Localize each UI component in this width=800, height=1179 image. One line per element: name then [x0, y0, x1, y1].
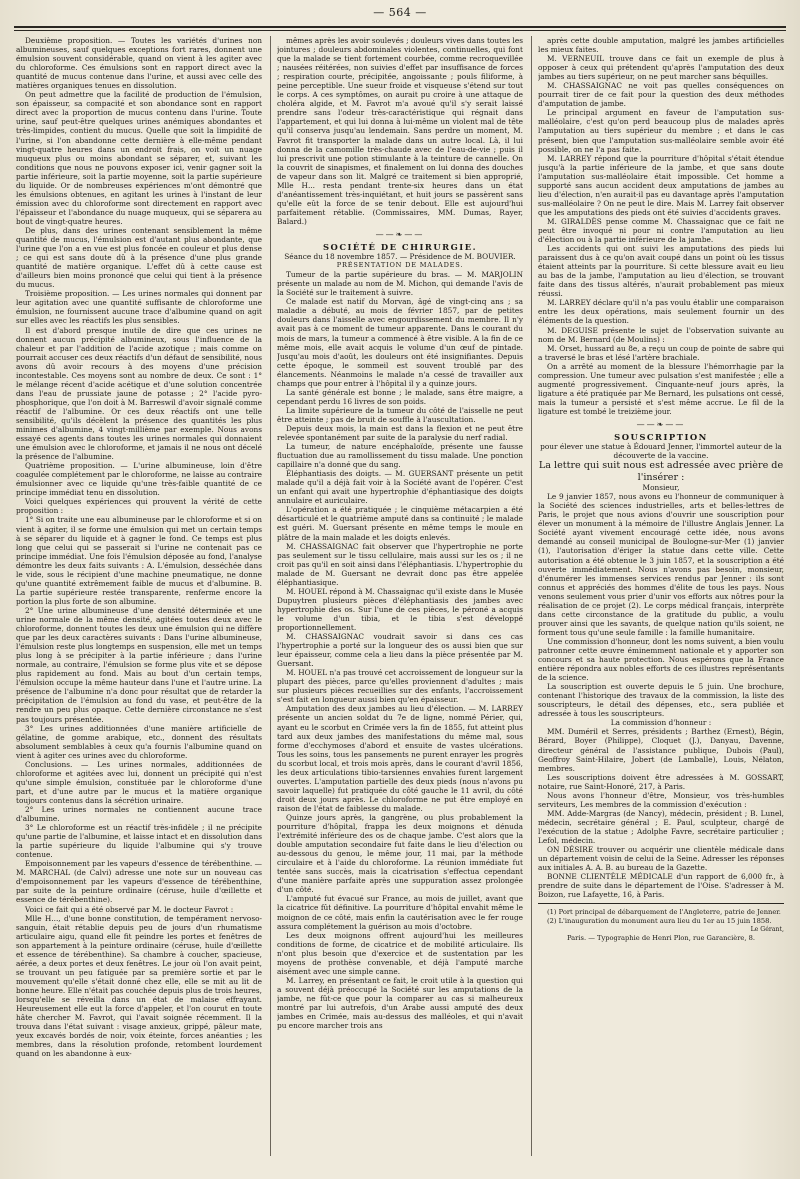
column-divider: [531, 36, 532, 1156]
column-1: [16, 36, 262, 1156]
imprint-line: Paris. — Typographie de Henri Plon, rue Garancière, 8.: [566, 933, 756, 942]
paragraph: Les deux moignons offrent aujourd'hui les meilleures conditions de forme, de cicatrice et de mobilité articulaire. Ils n'ont plus besoin que d'exercice et de sustentation par les moyens de prothèse convenable, et déjà l'amputé marche aisément avec une simple canne.: [277, 930, 523, 976]
paragraph: Une commission d'honneur, dont les noms suivent, a bien voulu patronner cette œuvre éminemment nationale et y apporter son concours et sa haute protection. Nous espérons que la France entière répondra aux nobles efforts de ces illustres représentants de la science.: [538, 636, 784, 683]
ornament-divider: ——❧——: [636, 419, 686, 429]
paragraph: Ce malade est natif du Morvan, âgé de vingt-cinq ans ; sa maladie a débuté, au mois de février 1857, par de petites douleurs dans l'aisselle avec engourdissement du membre. Il n'y avait pas à ce moment de tumeur apparente. Dans le courant du mois de mars, la tumeur a commencé à être visible. A la fin de ce même mois, elle avait acquis le volume d'un œuf de pintade. Jusqu'au mois d'août, les douleurs ont été insignifiantes. Depuis cette époque, le sommeil est souvent troublé par des élancements. Néanmoins le malade n'a cessé de travailler aux champs que pour entrer à l'hôpital il y a quinze jours.: [277, 297, 523, 388]
paragraph: Il est d'abord presque inutile de dire que ces urines ne donnent aucun précipité albumineux, sous l'influence de la chaleur et par l'addition de l'acide azotique ; mais comme on pourrait accuser ces deux réactifs d'un défaut de sensibilité, nous avons dû avoir recours à des moyens d'une précision incontestable. Ces moyens sont au nombre de deux. Ce sont : 1° le mélange récent d'acide acétique et d'une solution concentrée dans l'eau de prussiate jaune de potasse ; 2° l'acide pyro-phosphorique, que l'on doit à M. Barreswil d'avoir signalé comme réactif de l'albumine. Or ces deux réactifs ont une telle sensibilité, qu'ils décèlent la présence des quantités les plus minimes d'albumine, 4 vingt-millième par exemple. Nous avons essayé ces agents dans toutes les urines normales qui donnaient une émulsion avec le chloroforme, et jamais il ne nous ont décelé la présence de l'albumine.: [16, 325, 262, 462]
paragraph: M. LARREY déclare qu'il n'a pas voulu établir une comparaison entre les deux opérations, mais seulement fournir un des éléments de la question.: [538, 298, 784, 326]
header-rule: [14, 26, 786, 28]
column-divider: [270, 36, 271, 1156]
centered-line: Séance du 18 novembre 1857. — Présidence de M. BOUVIER.: [284, 252, 516, 262]
paragraph: L'amputé fut évacué sur France, au mois de juillet, avant que la cicatrice fût définitive. La pourriture d'hôpital envahit même le moignon de ce côté, mais enfin la cautérisation avec le fer rouge assura complétement la guérison au mois d'octobre.: [277, 894, 523, 931]
paragraph: Les accidents qui ont suivi les amputations des pieds lui paraissent dus à ce qu'on avait coupé dans un point où les tissus étaient atteints par la pourriture. Si cette blessure avait eu lieu au bas de la jambe, l'amputation au lieu d'élection, se trouvant faite dans des tissus altérés, n'aurait probablement pas mieux réussi.: [538, 244, 784, 299]
header-rule-thin: [14, 30, 786, 31]
centered-line: pour élever une statue à Édouard Jenner, l'immortel auteur de la découverte de la vaccine.: [540, 442, 782, 461]
paragraph: Voici ce fait qui a été observé par M. le docteur Favrot :: [25, 904, 234, 914]
paragraph: Empoisonnement par les vapeurs d'essence de térébenthine. — M. MARCHAL (de Calvi) adresse une note sur un nouveau cas d'empoisonnement par les vapeurs d'essence de térébenthine, par suite de la peinture ordinaire (céruse, huile d'œillette et essence de térébenthine).: [16, 859, 262, 905]
paragraph: De plus, dans des urines contenant sensiblement la même quantité de mucus, l'émulsion est d'autant plus abondante, que l'urine que l'on a en vue est plus foncée en couleur et plus dense ; ce qui est sans doute dû à la présence d'une plus grande quantité de matière organique. L'effet dû à cette cause est d'ailleurs bien moins prononcé que celui qui tient à la présence du mucus.: [16, 225, 262, 290]
paragraph: On a arrêté au moment de la blessure l'hémorrhagie par la compression. Une tumeur avec pulsation s'est manifestée ; elle a augmenté progressivement. Cinquante-neuf jours après, la ligature a été pratiquée par Me Bernard, les pulsations ont cessé, mais la tumeur a persisté et s'est même accrue. Le fil de la ligature est tombé le treizième jour.: [538, 361, 784, 416]
section-heading: SOUSCRIPTION: [614, 432, 708, 443]
paragraph: Amputation des deux jambes au lieu d'élection. — M. LARREY présente un ancien soldat du 7e de ligne, nommé Périer, qui, ayant eu le scorbut en Crimée vers la fin de 1855, fut atteint plus tard aux deux jambes des manifestations du même mal, sous forme d'ecchymoses d'abord et ensuite de vastes ulcérations. Tous les soins, tous les pansements ne purent enrayer les progrès du scorbut local, et trois mois après, dans le courant d'avril 1856, les deux articulations tibio-tarsiennes envahies furent largement ouvertes. L'amputation partielle des deux pieds (nous n'avons pu savoir laquelle) fut pratiquée du côté gauche le 11 avril, du côté droit deux jours après. Le chloroforme ne put être employé en raison de l'état de faiblesse du malade.: [277, 704, 523, 813]
paragraph: M. CHASSAIGNAC ne voit pas quelles conséquences on pourrait tirer de ce fait pour la question des deux méthodes d'amputation de jambe.: [538, 81, 784, 109]
paragraph: Les souscriptions doivent être adressées à M. GOSSART, notaire, rue Saint-Honoré, 217, à Paris.: [538, 772, 784, 791]
footnote: (2) L'inauguration du monument aura lieu du 1er au 15 juin 1858.: [547, 916, 772, 925]
subheading: PRÉSENTATION DE MALADES.: [336, 261, 464, 270]
paragraph: M. Larrey, en présentant ce fait, le croit utile à la question qui a souvent déjà préoccupé la Société sur les amputations de la jambe, ne fût-ce que pour la comparer au cas si malheureux montré par lui autrefois, d'un Arabe aussi amputé des deux jambes en Crimée, mais au-dessus des malléoles, et qui n'avait pu encore marcher trois ans: [277, 975, 523, 1031]
footnote-rule: [538, 903, 784, 904]
paragraph: Quinze jours après, la gangrène, ou plus probablement la pourriture d'hôpital, frappa les deux moignons et dénuda l'extrémité inférieure des os de chaque jambe. C'est alors que la double amputation secondaire fut faite dans le lieu d'élection ou au-dessous du genou, le même jour, 11 mai, par la méthode circulaire et à l'aide du chloroforme. La réunion immédiate fut tentée sans succès, mais la cicatrisation s'effectua cependant d'une manière parfaite après une suppuration assez prolongée d'un côté.: [277, 812, 523, 895]
paragraph: M. LARREY répond que la pourriture d'hôpital s'était étendue jusqu'à la partie inférieure de la jambe, et que sans doute l'amputation sus-malléolaire était impossible. Cet homme a supporté sans aucun accident deux amputations de jambes au lieu d'élection, n'en aurait-il pas eu davantage après l'amputation sus-malléolaire ? On ne peut le dire. Mais M. Larrey fait observer que les amputations des pieds ont été suivies d'accidents graves.: [538, 153, 784, 217]
paragraph: L'opération a été pratiquée ; le cinquième métacarpien a été désarticulé et le quatrième amputé dans sa continuité ; le malade est guéri. M. Guersant présente en même temps le moule en plâtre de la main malade et les doigts enlevés.: [277, 505, 523, 542]
paragraph: Le 9 janvier 1857, nous avons eu l'honneur de communiquer à la Société des sciences industrielles, arts et belles-lettres de Paris, le projet que nous avions d'ouvrir une souscription pour élever un monument à la mémoire de l'illustre Anglais Jenner. La Société ayant vivement encouragé cette idée, nous avons demandé au conseil municipal de Boulogne-sur-Mer (1) janvier (1), l'autorisation d'ériger la statue dans cette ville. Cette autorisation a été obtenue le 3 juin 1857, et la souscription a été ouverte immédiatement. Nous n'avons pas besoin, monsieur, d'énumérer les immenses services rendus par Jenner : ils sont connus et appréciés des hommes d'élite de tous les pays. Nous venons seulement vous prier d'unir vos efforts aux nôtres pour la réalisation de ce projet (2). Le corps médical français, interprète dans cette circonstance de la gratitude du public, a voulu prouver ainsi que les savants, de quelque nation qu'ils soient, ne forment tous qu'une seule famille : la famille humanitaire.: [538, 492, 784, 637]
lead-line: La lettre qui suit nous est adressée avec prière de l'insérer :: [538, 460, 784, 483]
paragraph: La limite supérieure de la tumeur du côté de l'aisselle ne peut être atteinte ; pas de bruit de souffle à l'auscultation.: [277, 405, 523, 424]
paragraph: BONNE CLIENTÈLE MÉDICALE d'un rapport de 6,000 fr., à prendre de suite dans le département de l'Oise. S'adresser à M. Boizon, rue Lafayette, 16, à Paris.: [538, 872, 784, 900]
paragraph: M. CHASSAIGNAC fait observer que l'hypertrophie ne porte pas seulement sur le tissu cellulaire, mais aussi sur les os ; il ne croit pas qu'il en soit ainsi dans l'éléphantiasis. L'hypertrophie du malade de M. Guersant ne devrait donc pas être appelée éléphantiasique.: [277, 541, 523, 587]
ornament-divider: ——❧——: [375, 229, 425, 239]
page-number: — 564 —: [373, 6, 427, 19]
signature-line: Le Gérant,: [750, 925, 784, 933]
paragraph: Éléphantiasis des doigts. — M. GUERSANT présente un petit malade qu'il a déjà fait voir à la Société avant de l'opérer. C'est un enfant qui avait une hypertrophie d'éphantiasique des doigts annulaire et auriculaire.: [277, 469, 523, 506]
centered-line: Monsieur,: [642, 483, 680, 493]
paragraph: Quatrième proposition. — L'urine albumineuse, loin d'être coagulée complétement par le chloroforme, ne laisse au contraire émulsionner avec ce liquide qu'une très-faible quantité de ce principe immédiat tenu en dissolution.: [16, 461, 262, 498]
paragraph: Tumeur de la partie supérieure du bras. — M. MARJOLIN présente un malade au nom de M. Michon, qui demande l'avis de la Société sur le traitement à suivre.: [277, 270, 523, 298]
paragraph: M. HOUEL n'a pas trouvé cet accroissement de longueur sur la plupart des pièces, parce qu'elles proviennent d'adultes ; mais sur plusieurs pièces recueillies sur des enfants, l'accroissement s'est fait en longueur aussi bien qu'en épaisseur.: [277, 668, 523, 705]
paragraph: Deuxième proposition. — Toutes les variétés d'urines non albumineuses, sauf quelques exceptions fort rares, donnent une émulsion souvent considérable, quand on vient à les agiter avec du chloroforme. Ces émulsions sont en rapport direct avec la quantité de mucus contenue dans l'urine, et aussi avec celle des matières organiques tenues en dissolution.: [16, 36, 262, 91]
column-2: [277, 36, 523, 1156]
paragraph: 2° Une urine albumineuse d'une densité déterminée et une urine normale de la même densité, agitées toutes deux avec le chloroforme, donnent toutes les deux une émulsion qui ne diffère que par les deux caractères suivants : Dans l'urine albumineuse, l'émulsion reste plus longtemps en suspension, elle met un temps plus long à se précipiter à la partie inférieure ; dans l'urine normale, au contraire, l'émulsion se forme plus vite et se dépose plus rapidement au fond. Mais au bout d'un certain temps, l'émulsion occupe la même hauteur dans l'une et l'autre urine. La présence de l'albumine n'a donc pour résultat que de retarder la précipitation de l'émulsion au fond du vase, et peut-être de la rendre un peu plus opaque. Cette dernière circonstance ne s'est pas toujours présentée.: [16, 605, 262, 724]
paragraph: On peut admettre que la facilité de production de l'émulsion, son épaisseur, sa compacité et son abondance sont en rapport direct avec la proportion de mucus contenu dans l'urine. Toute urine, sauf peut-être quelques urines anémiques abondantes et très-limpides, contient du mucus. Quelle que soit la limpidité de l'urine, si l'on abandonne cette dernière à elle-même pendant vingt-quatre heures dans un endroit frais, on voit un nuage muqueux plus ou moins abondant se séparer, et, suivant les conditions que nous ne pouvons exposer ici, venir gagner soit la partie inférieure, soit la partie moyenne, soit la partie supérieure du liquide. Or de nombreuses expériences m'ont démontré que les émulsions obtenues, en agitant les urines à l'instant de leur émission avec du chloroforme sont directement en rapport avec l'épaisseur et l'abondance du nuage muqueux, qui se séparera au bout de vingt-quatre heures.: [16, 90, 262, 226]
paragraph: Troisième proposition. — Les urines normales qui donnent par leur agitation avec une quantité suffisante de chloroforme une émulsion, ne fournissent aucune trace d'albumine quand on agit sur elles avec les réactifs les plus sensibles.: [16, 289, 262, 326]
paragraph: M. HOUEL répond à M. Chassaignac qu'il existe dans le Musée Dupuytren plusieurs pièces d'éléphantiasis des jambes avec hypertrophie des os. Sur l'une de ces pièces, le péroné a acquis le volume d'un tibia, et le tibia s'est développé proportionnellement.: [277, 586, 523, 632]
paragraph: Le principal argument en faveur de l'amputation sus-malléolaire, c'est qu'on perd beaucoup plus de malades après l'amputation au tiers supérieur du membre ; et dans le cas présent, bien que l'amputation sus-malléolaire semble avoir été possible, on ne l'a pas faite.: [538, 108, 784, 154]
paragraph: M. DEGUISE présente le sujet de l'observation suivante au nom de M. Bernard (de Moulins) :: [538, 325, 784, 344]
paragraph: 3° Les urines additionnées d'une manière artificielle de gélatine, de gomme arabique, etc., donnent des résultats absolument semblables à ceux qu'a fournis l'albumine quand on vient à agiter ces urines avec du chloroforme.: [16, 723, 262, 760]
paragraph: MM. Adde-Margras (de Nancy), médecin, président ; B. Lunel, médecin, secrétaire général ; E. Paul, sculpteur, chargé de l'exécution de la statue ; Adolphe Favre, secrétaire particulier ; Lefol, médecin.: [538, 808, 784, 845]
paragraph: La santé générale est bonne ; le malade, sans être maigre, a cependant perdu 16 livres de son poids.: [277, 387, 523, 406]
footnote: (1) Port principal de débarquement de l'Angleterre, patrie de Jenner.: [547, 908, 781, 917]
paragraph: ON DÉSIRE trouver ou acquérir une clientèle médicale dans un département voisin de celui de la Seine. Adresser les réponses aux initiales A. A. B. au bureau de la Gazette.: [538, 845, 784, 873]
paragraph: Conclusions. — Les urines normales, additionnées de chloroforme et agitées avec lui, donnent un précipité qui n'est qu'une simple émulsion, constituée par le chloroforme d'une part, et d'une autre par le mucus et la matière organique toujours contenus dans la sécrétion urinaire.: [16, 759, 262, 805]
paragraph: Nous avons l'honneur d'être, Monsieur, vos très-humbles serviteurs, Les membres de la commission d'exécution :: [538, 790, 784, 809]
paragraph: Voici quelques expériences qui prouvent la vérité de cette proposition :: [16, 497, 262, 516]
paragraph: après cette double amputation, malgré les jambes artificielles les mieux faites.: [538, 36, 784, 55]
paragraph: M. VERNEUIL trouve dans ce fait un exemple de plus à opposer à ceux qui prétendent qu'après l'amputation des deux jambes au tiers supérieur, on ne peut marcher sans béquilles.: [538, 54, 784, 82]
paragraph: M. GIRALDÈS pense comme M. Chassaignac que ce fait ne peut être invoqué ni pour ni contre l'amputation au lieu d'élection ou à la partie inférieure de la jambe.: [538, 216, 784, 245]
paragraph: La tumeur, de nature encéphaloïde, présente une fausse fluctuation due au ramollissement du tissu malade. Une ponction capillaire n'a donné que du sang.: [277, 442, 523, 470]
section-heading: SOCIÉTÉ DE CHIRURGIE.: [323, 242, 477, 253]
paragraph: 2° Les urines normales ne contiennent aucune trace d'albumine.: [16, 804, 262, 824]
paragraph: La souscription est ouverte depuis le 5 juin. Une brochure, contenant l'historique des travaux de la commission, la liste des souscripteurs, le détail des dépenses, etc., sera publiée et adressée à tous les souscripteurs.: [538, 682, 784, 719]
paragraph: 3° Le chloroforme est un réactif très-infidèle ; il ne précipite qu'une partie de l'albumine, et laisse intact et en dissolution dans la partie supérieure du liquide l'albumine qui s'y trouve contenue.: [16, 823, 262, 860]
column-3: [538, 36, 784, 1156]
paragraph: Mlle H..., d'une bonne constitution, de tempérament nervoso-sanguin, était rétablie depuis peu de jours d'un rhumatisme articulaire aigu, quand elle fit peindre les portes et fenêtres de son appartement à la peinture ordinaire (céruse, huile d'œillette et essence de térébenthine). Sa chambre à coucher, spacieuse, aérée, a deux portes et deux fenêtres. Le jour où l'on avait peint, se trouvant un peu fatiguée par sa première sortie et par le mouvement qu'elle s'était donné chez elle, elle se mit au lit de bonne heure. Elle n'était pas couchée depuis plus de trois heures, lorsqu'elle se réveilla dans un état de malaise effrayant. Heureusement elle eut la force d'appeler, et l'on courut en toute hâte chercher M. Favrot, qui l'avait soignée récemment. Il la trouva dans l'état suivant : visage anxieux, grippé, pâleur mate, yeux excavés bordés de noir, voix éteinte, forces anéanties ; les membres, dans la résolution profonde, retombent lourdement quand on les abandonne à eux-: [16, 913, 262, 1059]
paragraph: Depuis deux mois, la main est dans la flexion et ne peut être relevée spontanément par suite de la paralysie du nerf radial.: [277, 423, 523, 443]
paragraph: mêmes après les avoir soulevés ; douleurs vives dans toutes les jointures ; douleurs abdominales violentes, continuelles, qui font que la malade se tient fortement courbée, comme recroquevillée ; nausées réitérées, non suivies d'effet par insuffisance de forces ; respiration courte, précipitée, angoissante ; pouls filiforme, à peine perceptible. Une sueur froide et visqueuse s'étend sur tout le corps. A ces symptômes, on aurait pu croire à une attaque de choléra algide, et M. Favrot m'a avoué qu'il s'y serait laissé prendre sans l'odeur très-caractéristique qui régnait dans l'appartement, et qui lui donna à lui-même un violent mal de tête qu'il conserva jusqu'au lendemain. Sans perdre un moment, M. Favrot fit transporter la malade dans un autre local. Là, il lui donna de la camomille très-chaude avec de l'eau-de-vie ; puis il lui prescrivit une potion stimulante à la teinture de cannelle. On la couvrit de sinapismes, et finalement on lui donna des douches de vapeur dans son lit. Malgré ce traitement si bien approprié, Mlle H... resta pendant trente-six heures dans un état d'anéantissement très-inquiétant, et huit jours se passèrent sans qu'elle eût la force de se tenir debout. Elle est aujourd'hui parfaitement rétablie. (Commissaires, MM. Dumas, Rayer, Balard.): [277, 36, 523, 226]
centered-line: La commission d'honneur :: [610, 718, 712, 728]
paragraph: 1° Si on traite une eau albumineuse par le chloroforme et si on vient à agiter, il se forme une émulsion qui met un certain temps à se séparer du liquide et à gagner le fond. Ce temps est plus long que celui qui se passerait si l'urine ne contenait pas ce principe immédiat. Une fois l'émulsion déposée au fond, l'analyse démontre les deux faits suivants : A. L'émulsion, desséchée dans le vide, sous le récipient d'une machine pneumatique, ne donne qu'une quantité extrêmement faible de mucus et d'albumine. B. La partie supérieure restée transparente, renferme encore la portion la plus forte de son albumine.: [16, 515, 262, 606]
paragraph: MM. Duméril et Serres, présidents ; Barthez (Ernest), Bégin, Bérard, Boyer (Philippe), Cloquet (J.), Danyau, Davenne, directeur général de l'assistance publique, Dubois (Paul), Geoffroy Saint-Hilaire, Jobert (de Lamballe), Louis, Nélaton, membres.: [538, 727, 784, 773]
paragraph: M. Orset, hussard au 8e, a reçu un coup de pointe de sabre qui a traversé le bras et lésé l'artère brachiale.: [538, 343, 784, 362]
paragraph: M. CHASSAIGNAC voudrait savoir si dans ces cas l'hypertrophie a porté sur la longueur des os aussi bien que sur leur épaisseur, comme cela a lieu dans la pièce présentée par M. Guersant.: [277, 632, 523, 669]
